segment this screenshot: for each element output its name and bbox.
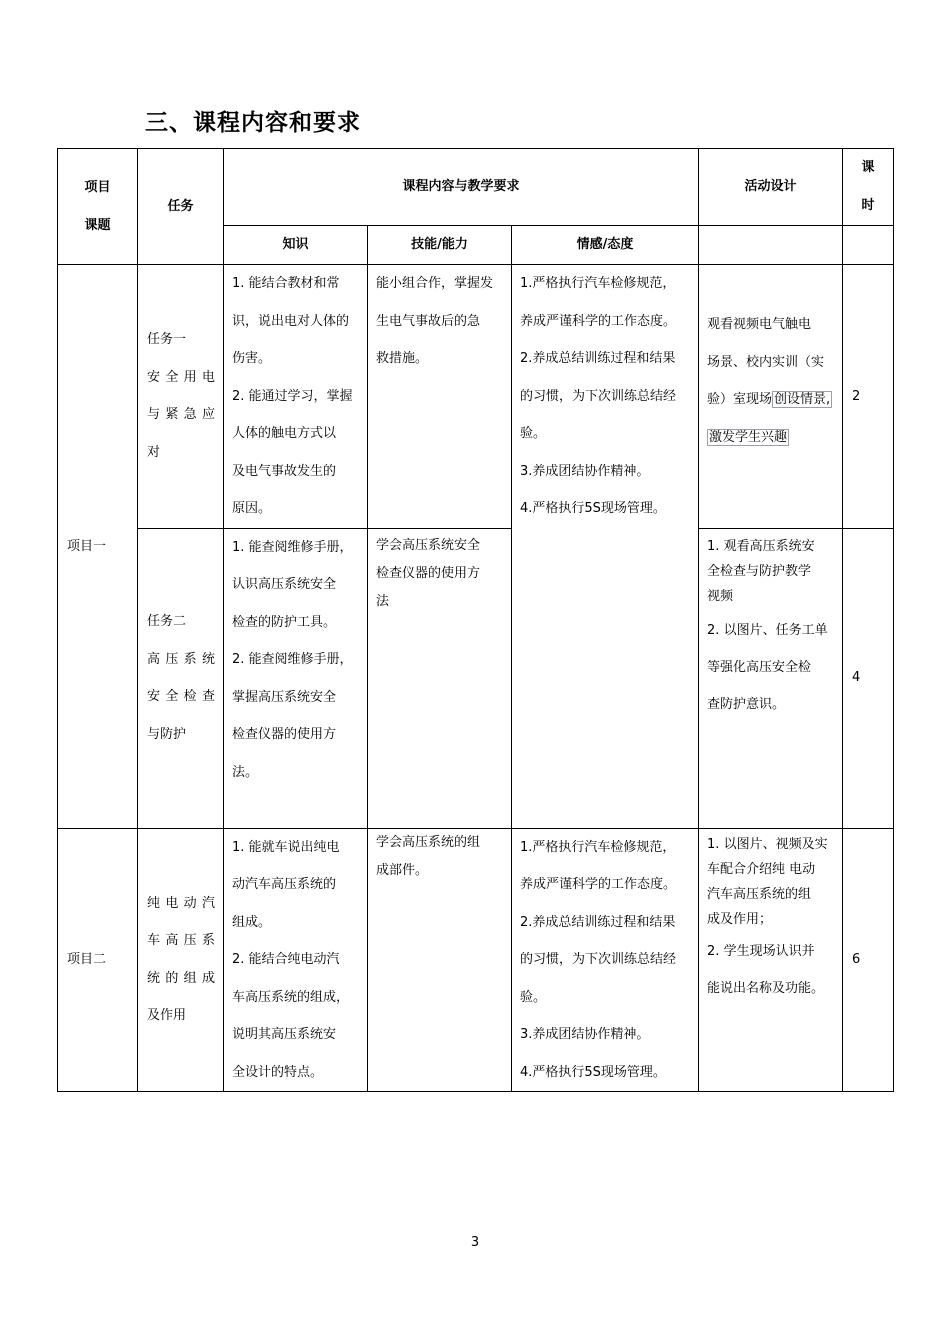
knowledge-line: 识，说出电对人体的 [232, 313, 350, 329]
knowledge-line: 全设计的特点。 [232, 1064, 324, 1080]
task-line: 安全检查 [147, 689, 215, 704]
attitude-line: 的习惯，为下次训练总结经 [520, 952, 677, 967]
knowledge-line: 原因。 [232, 501, 272, 516]
activity-line: 查防护意识。 [707, 696, 786, 712]
knowledge-line: 掌握高压系统安全 [232, 689, 337, 705]
header-project-line-2: 课题 [84, 217, 111, 233]
skill-line: 生电气事故后的急 [376, 313, 481, 329]
task-line: 任务一 [147, 332, 187, 348]
knowledge-line: 组成。 [232, 914, 272, 930]
hours-cell: 6 [843, 828, 894, 1092]
attitude-line: 验。 [520, 989, 547, 1005]
activity-line: 视频 [707, 588, 734, 604]
task-line: 任务二 [147, 614, 187, 629]
task-cell [138, 528, 224, 828]
activity-line: 汽车高压系统的组 [707, 886, 812, 902]
activity-line [707, 419, 836, 457]
task-cell [138, 265, 224, 529]
knowledge-line: 说明其高压系统安 [232, 1027, 337, 1042]
activity-line: 观看视频电气触电 [707, 317, 812, 332]
header-emotion-cell: 情感/态度 [512, 226, 699, 265]
activity-highlight: 激发学生兴趣 [709, 429, 788, 445]
activity-line: 2. 学生现场认识并 [707, 943, 815, 959]
header-empty-hours [843, 226, 894, 265]
knowledge-line: 人体的触电方式以 [232, 426, 337, 441]
attitude-line: 4.严格执行5S现场管理。 [520, 1064, 666, 1080]
activity-cell [699, 265, 843, 529]
knowledge-line: 1. 能结合教材和常 [232, 276, 340, 291]
activity-line [707, 381, 836, 419]
activity-text: 验）室现场 [707, 392, 773, 407]
activity-highlight: 创设情景, [774, 392, 831, 407]
task-line: 统的组成 [147, 970, 215, 986]
knowledge-line: 2. 能通过学习，掌握 [232, 388, 353, 404]
header-hours-line-2: 时 [861, 198, 875, 213]
activity-line: 场景、校内实训（实 [707, 354, 825, 370]
activity-line: 车配合介绍纯 电动 [707, 861, 816, 877]
activity-line: 全检查与防护教学 [707, 563, 812, 579]
task-line: 车高压系 [147, 933, 215, 949]
attitude-line: 2.养成总结训练过程和结果 [520, 914, 676, 930]
task-line: 对 [147, 444, 161, 460]
skill-line: 成部件。 [376, 862, 429, 878]
task-line: 与紧急应 [147, 407, 215, 423]
header-empty-activity [699, 226, 843, 265]
activity-cell [699, 828, 843, 1092]
knowledge-line: 检查的防护工具。 [232, 614, 337, 630]
header-hours-cell [843, 149, 894, 226]
activity-line: 成及作用； [707, 911, 773, 927]
skill-cell [368, 528, 512, 828]
project-cell: 项目一 [58, 265, 138, 829]
attitude-line: 的习惯，为下次训练总结经 [520, 388, 677, 404]
knowledge-line: 检查仪器的使用方 [232, 727, 337, 742]
attitude-line: 3.养成团结协作精神。 [520, 463, 650, 479]
activity-line: 能说出名称及功能。 [707, 980, 825, 996]
attitude-line: 验。 [520, 426, 547, 441]
knowledge-line: 法。 [232, 764, 259, 780]
skill-cell [368, 265, 512, 529]
knowledge-line: 1. 能查阅维修手册， [232, 539, 353, 555]
skill-line: 救措施。 [376, 351, 429, 366]
knowledge-line: 2. 能查阅维修手册， [232, 652, 353, 667]
table-row [58, 265, 894, 529]
skill-line: 检查仪器的使用方 [376, 565, 481, 581]
activity-line: 等强化高压安全检 [707, 659, 812, 675]
skill-line: 能小组合作，掌握发 [376, 276, 494, 291]
skill-cell [368, 828, 512, 1092]
skill-line: 法 [376, 593, 390, 609]
attitude-line: 2.养成总结训练过程和结果 [520, 351, 676, 366]
attitude-line: 4.严格执行5S现场管理。 [520, 501, 666, 516]
knowledge-line: 1. 能就车说出纯电 [232, 839, 340, 855]
knowledge-cell [224, 528, 368, 828]
header-knowledge-cell: 知识 [224, 226, 368, 265]
activity-line: 1. 观看高压系统安 [707, 538, 815, 554]
skill-line: 学会高压系统安全 [376, 537, 481, 553]
activity-line: 1. 以图片、视频及实 [707, 836, 828, 852]
attitude-line: 养成严谨科学的工作态度。 [520, 313, 677, 329]
skill-line: 学会高压系统的组 [376, 834, 481, 850]
knowledge-line: 车高压系统的组成， [232, 989, 350, 1005]
page-number: 3 [470, 1235, 480, 1250]
header-project-line-1: 项目 [84, 179, 111, 195]
hours-cell: 2 [843, 265, 894, 529]
task-line: 纯电动汽 [147, 895, 215, 911]
header-content-cell: 课程内容与教学要求 [224, 149, 699, 226]
header-activity-cell: 活动设计 [699, 149, 843, 226]
header-skill-cell: 技能/能力 [368, 226, 512, 265]
activity-cell [699, 528, 843, 828]
attitude-line: 3.养成团结协作精神。 [520, 1027, 650, 1042]
attitude-cell [512, 828, 699, 1092]
knowledge-line: 伤害。 [232, 351, 272, 366]
knowledge-cell [224, 828, 368, 1092]
header-hours-line-1: 课 [861, 160, 875, 175]
knowledge-line: 动汽车高压系统的 [232, 877, 337, 892]
knowledge-line: 及电气事故发生的 [232, 463, 337, 479]
activity-line: 2. 以图片、任务工单 [707, 622, 828, 638]
task-cell [138, 828, 224, 1092]
attitude-cell [512, 265, 699, 829]
knowledge-line: 2. 能结合纯电动汽 [232, 952, 340, 967]
hours-cell: 4 [843, 528, 894, 828]
knowledge-line: 认识高压系统安全 [232, 577, 337, 592]
header-task-cell: 任务 [138, 149, 224, 265]
task-line: 安全用电 [147, 369, 215, 385]
course-content-table [57, 148, 894, 1092]
header-project-cell [58, 149, 138, 265]
task-line: 高压系统 [147, 651, 215, 667]
attitude-line: 养成严谨科学的工作态度。 [520, 877, 677, 892]
table-row [58, 828, 894, 1092]
attitude-line: 1.严格执行汽车检修规范， [520, 839, 676, 855]
table-row [58, 528, 894, 828]
knowledge-cell [224, 265, 368, 529]
project-cell: 项目二 [58, 828, 138, 1092]
task-line: 及作用 [147, 1008, 187, 1024]
header-row-1 [58, 149, 894, 226]
task-line: 与防护 [147, 726, 187, 742]
section-heading: 三、课程内容和要求 [145, 110, 361, 136]
attitude-line: 1.严格执行汽车检修规范， [520, 276, 676, 291]
